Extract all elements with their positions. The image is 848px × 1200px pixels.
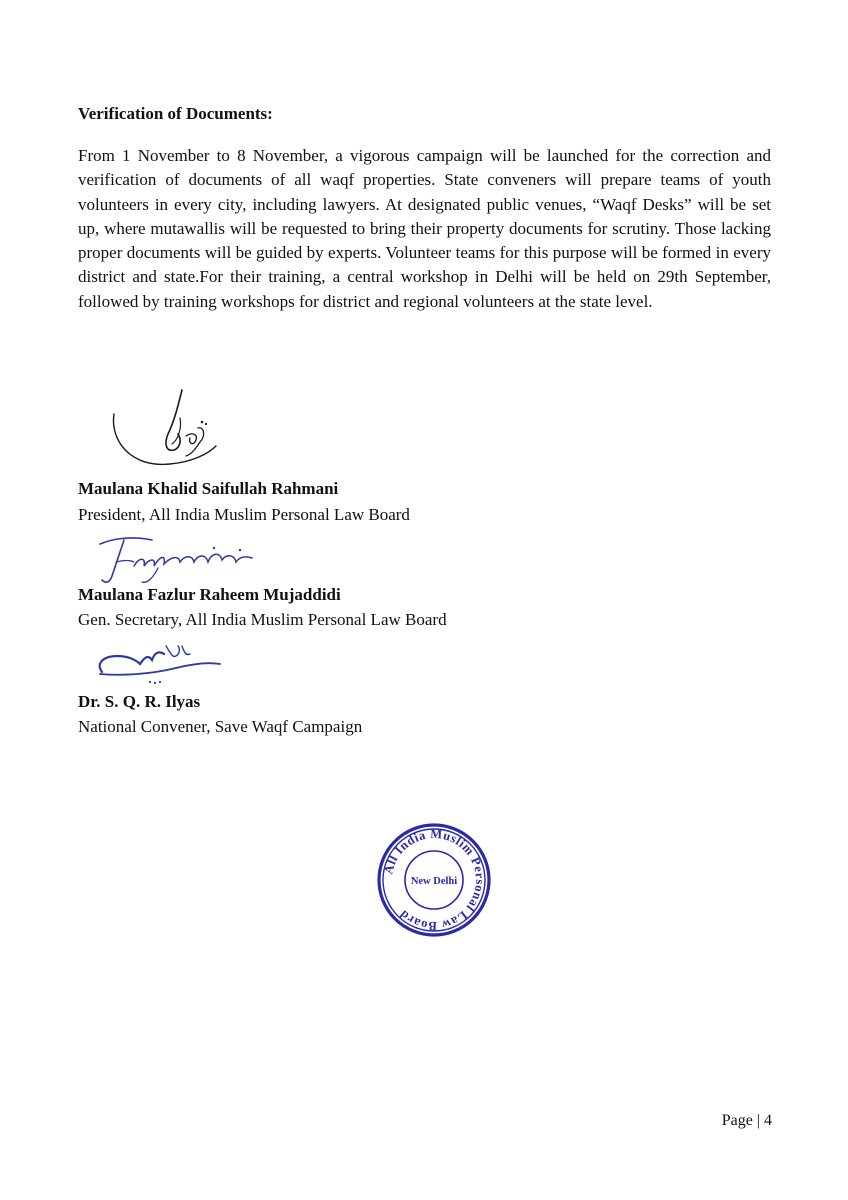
- signatory-2-name: Maulana Fazlur Raheem Mujaddidi: [78, 585, 341, 604]
- seal-center-text: New Delhi: [410, 876, 458, 887]
- signatory-2-title: Gen. Secretary, All India Muslim Personal Law Board: [78, 610, 447, 629]
- signatory-3-title: National Convener, Save Waqf Campaign: [78, 717, 363, 736]
- signature-3-image: [92, 642, 224, 688]
- seal-outer-text: All India Muslim Personal Law Board: [381, 826, 488, 934]
- body-paragraph: From 1 November to 8 November, a vigorous campaign will be launched for the correction and verification of documents of all waqf properties. State conveners will prepare teams of youth volunteers in every city, including lawyers. At designated public venues, “Waqf Desks” will be set up, where mutawallis will be requested to bring their property documents for scrutiny. Those lacking proper documents will be guided by experts. Volunteer teams for this purpose will be formed in every district and state.For their training, a central workshop in Delhi will be held on 29th September, followed by training workshops for district and regional volunteers at the state level.: [78, 146, 771, 311]
- signatory-3-name: Dr. S. Q. R. Ilyas: [78, 692, 201, 711]
- signature-1-image: [108, 388, 228, 480]
- section-heading: Verification of Documents:: [78, 104, 273, 123]
- signatory-1-name: Maulana Khalid Saifullah Rahmani: [78, 479, 339, 498]
- signature-2-image: [94, 532, 258, 588]
- signatory-1-title: President, All India Muslim Personal Law Board: [78, 505, 410, 524]
- organization-seal: [376, 822, 492, 938]
- page-number: Page | 4: [721, 1112, 772, 1129]
